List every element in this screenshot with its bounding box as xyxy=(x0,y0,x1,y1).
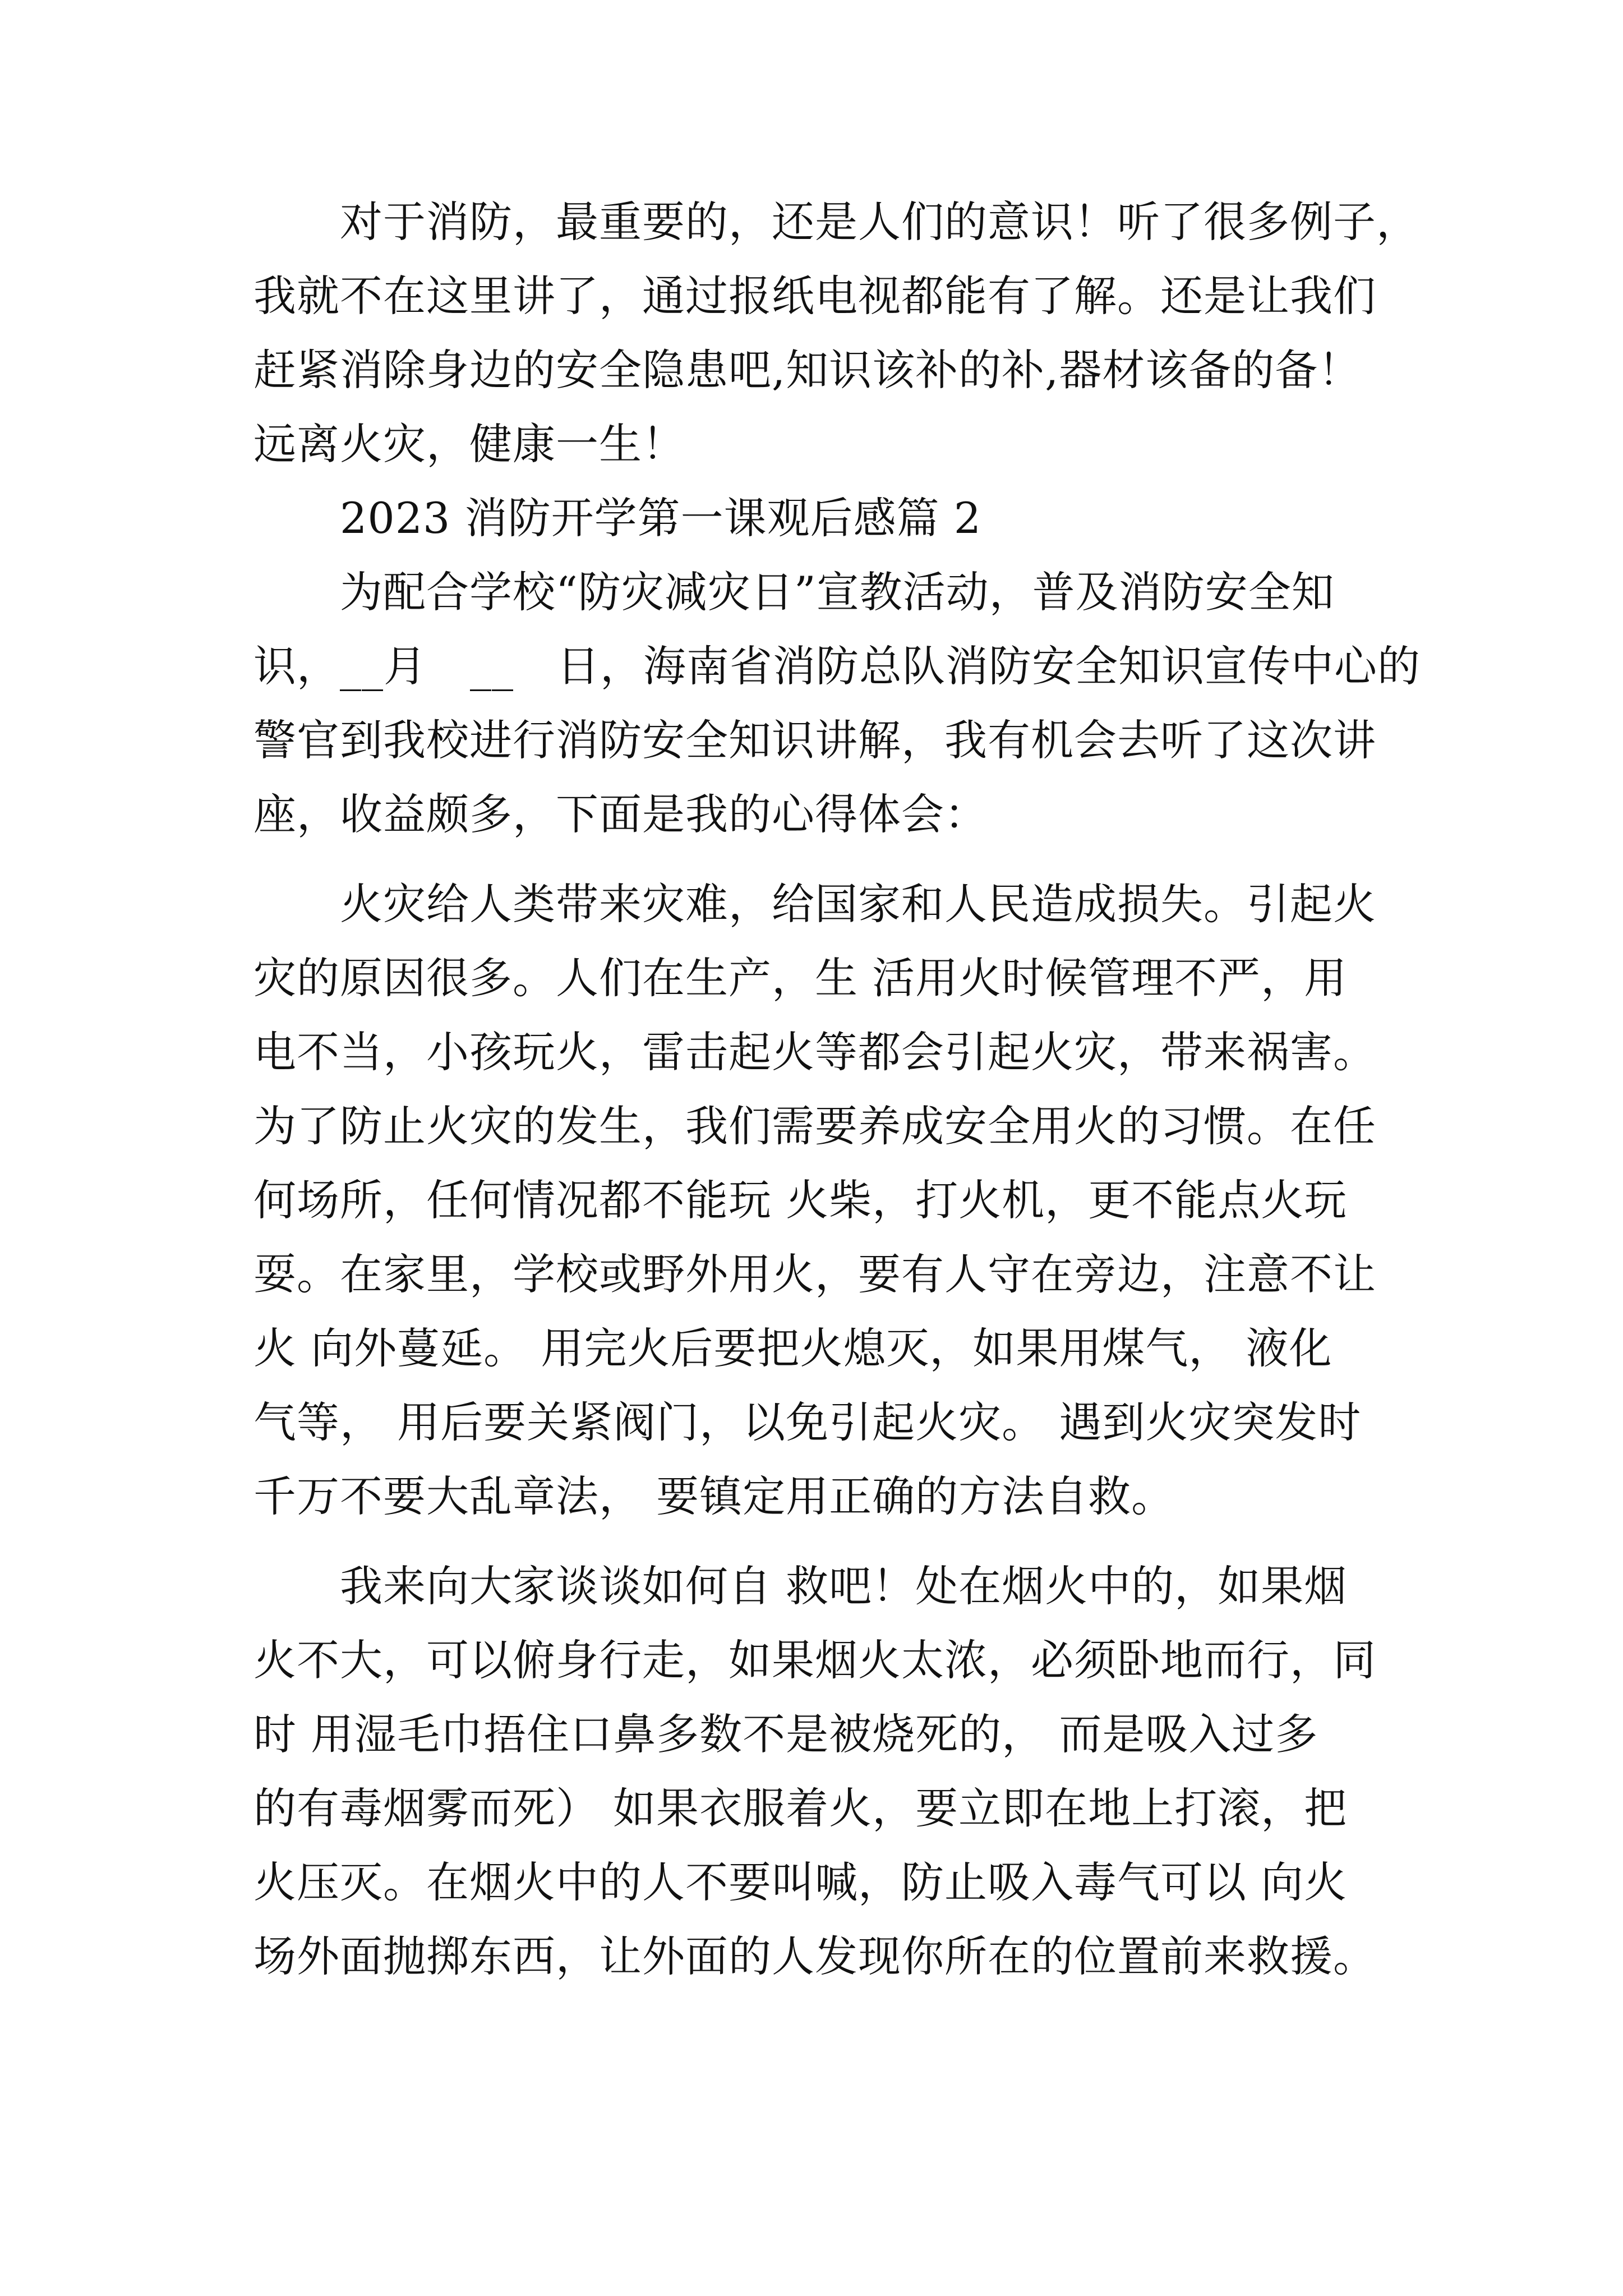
text-line: 灾的原因很多。人们在生产，生 活用火时候管理不严，用 xyxy=(253,953,1348,1003)
paragraph-fire-awareness xyxy=(253,185,1419,481)
text-line: 警官到我校进行消防安全知识讲解，我有机会去听了这次讲 xyxy=(253,715,1376,765)
text-line: 何场所，任何情况都不能玩 火柴，打火机，更不能点火玩 xyxy=(253,1175,1348,1225)
text-line: 赶紧消除身边的安全隐患吧,知识该补的补,器材该备的备！ xyxy=(253,345,1362,395)
paragraph-gap xyxy=(253,1534,1386,1549)
text-line: 对于消防，最重要的，还是人们的意识！听了很多例子， xyxy=(253,197,1419,247)
document-body xyxy=(253,185,1421,1994)
paragraph-self-rescue xyxy=(253,1549,1386,1994)
text-line: 时 用湿毛巾捂住口鼻多数不是被烧死的， 而是吸入过多 xyxy=(253,1709,1318,1759)
text-line: 火不大，可以俯身行走，如果烟火太浓，必须卧地而行，同 xyxy=(253,1635,1376,1685)
text-line: 气等， 用后要关紧阀门，以免引起火灾。 遇到火灾突发时 xyxy=(253,1397,1362,1447)
text-line: 火压灭。在烟火中的人不要叫喊，防止吸入毒气可以 向火 xyxy=(253,1857,1348,1907)
text-line: 千万不要大乱章法， 要镇定用正确的方法自救。 xyxy=(253,1471,1175,1521)
title-line: 2023 消防开学第一课观后感篇 2 xyxy=(253,493,982,543)
text-line: 场外面抛掷东西，让外面的人发现你所在的位置前来救援。 xyxy=(253,1931,1376,1981)
text-line: 火灾给人类带来灾难，给国家和人民造成损失。引起火 xyxy=(253,879,1376,929)
section-title xyxy=(253,481,1386,555)
text-line: 我就不在这里讲了，通过报纸电视都能有了解。还是让我们 xyxy=(253,271,1376,321)
text-line: 我来向大家谈谈如何自 救吧！处在烟火中的，如果烟 xyxy=(253,1561,1348,1611)
text-line: 火 向外蔓延。 用完火后要把火熄灭，如果用煤气， 液化 xyxy=(253,1323,1332,1373)
text-line: 为配合学校“防灾减灾日”宣教活动，普及消防安全知 xyxy=(253,567,1335,617)
paragraph-gap xyxy=(253,852,1386,867)
text-line: 为了防止火灾的发生，我们需要养成安全用火的习惯。在任 xyxy=(253,1101,1376,1151)
text-line: 的有毒烟雾而死） 如果衣服着火，要立即在地上打滚，把 xyxy=(253,1783,1348,1833)
text-line: 耍。在家里，学校或野外用火，要有人守在旁边，注意不让 xyxy=(253,1249,1376,1299)
text-line: 座，收益颇多，下面是我的心得体会： xyxy=(253,789,988,839)
text-line: 电不当，小孩玩火，雷击起火等都会引起火灾，带来祸害。 xyxy=(253,1027,1376,1077)
paragraph-lecture-intro xyxy=(253,555,1421,852)
paragraph-fire-causes xyxy=(253,867,1386,1534)
text-line: 远离火灾，健康一生！ xyxy=(253,419,685,469)
text-line: 识，__月 __ 日，海南省消防总队消防安全知识宣传中心的 xyxy=(253,641,1421,691)
